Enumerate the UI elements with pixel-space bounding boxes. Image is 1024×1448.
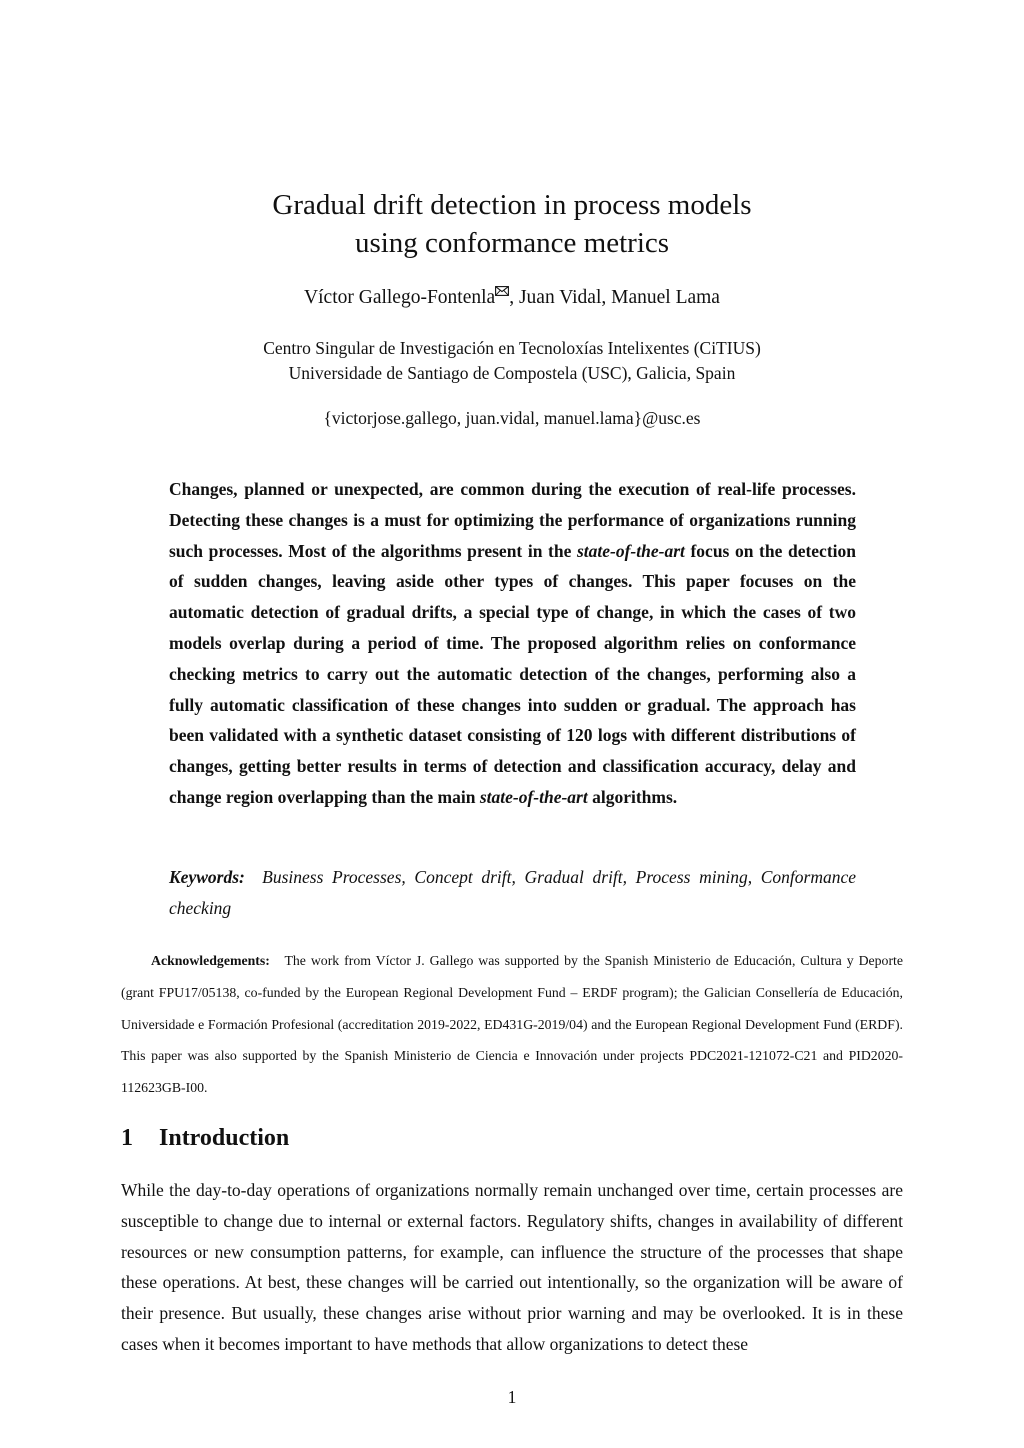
author-emails: {victorjose.gallego, juan.vidal, manuel.lama}@usc.es xyxy=(323,408,701,428)
affiliation-line-1: Centro Singular de Investigación en Tecnoloxías Intelixentes (CiTIUS) xyxy=(263,338,761,358)
paper-title xyxy=(0,186,1024,262)
abstract-part-1: Changes, planned or unexpected, are common during the execution of real-life processes. Detecting these changes is a must for optimizing the performance of organizations running such processes. Most of the algorithms present in the xyxy=(169,479,856,561)
affiliation xyxy=(0,336,1024,386)
section-title: Introduction xyxy=(159,1125,290,1151)
other-authors: , Juan Vidal, Manuel Lama xyxy=(509,287,720,308)
section-number: 1 xyxy=(121,1125,133,1151)
title-line-1: Gradual drift detection in process models xyxy=(272,189,752,221)
page-number: 1 xyxy=(507,1387,517,1407)
keywords-text: Business Processes, Concept drift, Gradual drift, Process mining, Conformance checking xyxy=(169,867,856,918)
abstract-part-2: focus on the detection of sudden changes, leaving aside other types of changes. This paper focuses on the automatic detection of gradual drifts, a special type of change, in which the cases of two models overlap during a period of time. The proposed algorithm relies on conformance checking metrics to carry out the automatic detection of the changes, performing also a fully automatic classification of these changes into sudden or gradual. The approach has been validated with a synthetic dataset consisting of 120 logs with different distributions of changes, getting better results in terms of detection and classification accuracy, delay and change region overlapping than the main xyxy=(169,540,856,807)
section-heading-introduction xyxy=(121,1122,289,1154)
acknowledgements-label: Acknowledgements: xyxy=(151,953,270,968)
abstract xyxy=(169,474,856,813)
affiliation-line-2: Universidade de Santiago de Compostela (USC), Galicia, Spain xyxy=(288,363,736,383)
abstract-part-3: algorithms. xyxy=(587,786,678,807)
author-list xyxy=(0,284,1024,312)
keywords-label: Keywords: xyxy=(169,867,245,887)
first-author: Víctor Gallego-Fontenla xyxy=(304,287,496,308)
acknowledgements xyxy=(121,945,903,1104)
keywords xyxy=(169,862,856,924)
envelope-icon xyxy=(495,285,509,299)
introduction-body: While the day-to-day operations of organizations normally remain unchanged over time, certain processes are susceptible to change due to internal or external factors. Regulatory shifts, changes in availability of different resources or new consumption patterns, for example, can influence the structure of the processes that shape these operations. At best, these changes will be carried out intentionally, so the organization will be aware of their presence. But usually, these changes arise without prior warning and may be overlooked. It is in these cases when it becomes important to have methods that allow organizations to detect these xyxy=(121,1180,903,1354)
acknowledgements-text: The work from Víctor J. Gallego was supported by the Spanish Ministerio de Educación, Cultura y Deporte (grant FPU17/05138, co-funded by the European Regional Development Fund – ERDF program); the Galician Consellería de Educación, Universidade e Formación Profesional (accreditation 2019-2022, ED431G-2019/04) and the European Regional Development Fund (ERDF). This paper was also supported by the Spanish Ministerio de Ciencia e Innovación under projects PDC2021-121072-C21 and PID2020-112623GB-I00. xyxy=(121,953,904,1096)
abstract-emphasis-2: state-of-the-art xyxy=(479,786,588,807)
title-line-2: using conformance metrics xyxy=(354,227,670,259)
abstract-emphasis-1: state-of-the-art xyxy=(576,540,685,561)
